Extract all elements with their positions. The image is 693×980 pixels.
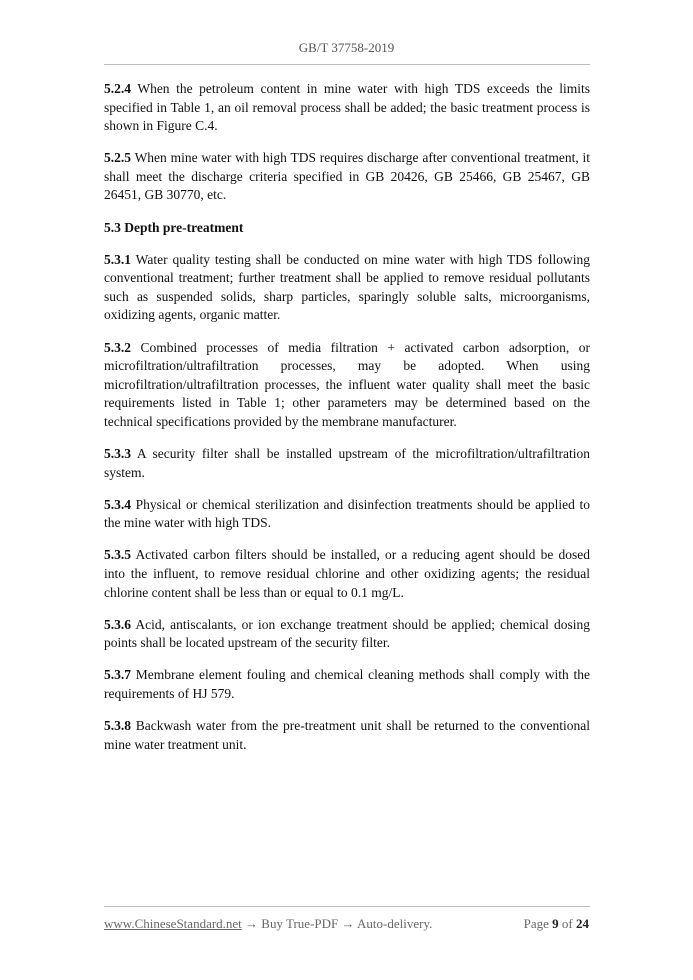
document-code: GB/T 37758-2019 — [298, 40, 395, 55]
clause-number: 5.2.5 — [104, 150, 131, 166]
clause-5-3-3 — [104, 445, 590, 482]
clause-number: 5.3.7 — [104, 667, 131, 683]
footer-links — [104, 916, 432, 932]
page-label: Page — [523, 916, 549, 931]
clause-number: 5.3.2 — [104, 339, 131, 355]
clause-number: 5.3.4 — [104, 496, 131, 512]
page-number: 9 — [552, 916, 559, 931]
page-indicator — [524, 916, 589, 932]
section-heading: 5.3 Depth pre-treatment — [104, 219, 244, 235]
clause-text: Combined processes of media filtration + activated carbon adsorption, or microfiltration/ultrafiltration processes, may be adopted. When using microfiltration/ultrafiltration processes, the influent water quality shall meet the basic requirements listed in Table 1; other parameters may be determined based on the technical specifications provided by the membrane manufacturer. — [104, 339, 591, 429]
clause-number: 5.2.4 — [104, 81, 131, 96]
clause-5-3-4 — [104, 496, 590, 533]
clause-text: Membrane element fouling and chemical cleaning methods shall comply with the requirements of HJ 579. — [104, 667, 591, 701]
clause-text: When mine water with high TDS requires discharge after conventional treatment, it shall meet the discharge criteria specified in GB 20426, GB 25466, GB 25467, GB 26451, GB 30770, etc. — [104, 150, 591, 203]
buy-pdf-link[interactable]: Buy True-PDF — [261, 916, 339, 931]
clause-text: Physical or chemical sterilization and disinfection treatments should be applied to the mine water with high TDS. — [104, 496, 590, 531]
clause-text: Water quality testing shall be conducted on mine water with high TDS following conventional treatment; further treatment shall be applied to remove residual pollutants such as suspended solids, sharp particles, sparingly soluble salts, microorganisms, oxidizing agents, organic matter. — [104, 251, 590, 323]
clause-text: Acid, antiscalants, or ion exchange treatment should be applied; chemical dosing points shall be located upstream of the security filter. — [104, 616, 590, 651]
clause-5-3-1 — [104, 251, 590, 325]
of-label: of — [561, 916, 573, 931]
clause-number: 5.3.5 — [104, 547, 131, 563]
arrow-icon: → — [341, 916, 355, 931]
clause-number: 5.3.6 — [104, 616, 131, 632]
page-total: 24 — [576, 916, 589, 931]
clause-number: 5.3.1 — [104, 251, 131, 267]
clause-5-3-2 — [104, 339, 590, 432]
auto-delivery-text: Auto-delivery. — [357, 916, 433, 931]
clause-5-3-7 — [104, 666, 590, 703]
arrow-icon: → — [245, 916, 259, 931]
page-header — [0, 40, 693, 56]
document-body — [104, 80, 590, 768]
clause-5-3-5 — [104, 546, 590, 602]
clause-5-3-8 — [104, 717, 590, 754]
clause-5-2-4 — [104, 80, 590, 136]
clause-text: A security filter shall be installed upstream of the microfiltration/ultrafiltration system. — [104, 446, 590, 480]
site-link[interactable]: www.ChineseStandard.net — [104, 916, 242, 931]
clause-5-2-5 — [104, 149, 590, 205]
clause-text: Activated carbon filters should be installed, or a reducing agent should be dosed into the influent, to remove residual chlorine and other oxidizing agents; the residual chlorine content shall be less than or equal to 0.1 mg/L. — [104, 547, 590, 600]
header-divider — [104, 64, 590, 65]
clause-text: When the petroleum content in mine water with high TDS exceeds the limits specified in Table 1, an oil removal process shall be added; the basic treatment process is shown in Figure C.4. — [104, 81, 590, 134]
clause-5-3-6 — [104, 616, 590, 653]
clause-number: 5.3.8 — [104, 718, 131, 734]
clause-text: Backwash water from the pre-treatment unit shall be returned to the conventional mine water treatment unit. — [104, 718, 591, 752]
clause-number: 5.3.3 — [104, 446, 131, 461]
footer-divider — [104, 906, 590, 907]
